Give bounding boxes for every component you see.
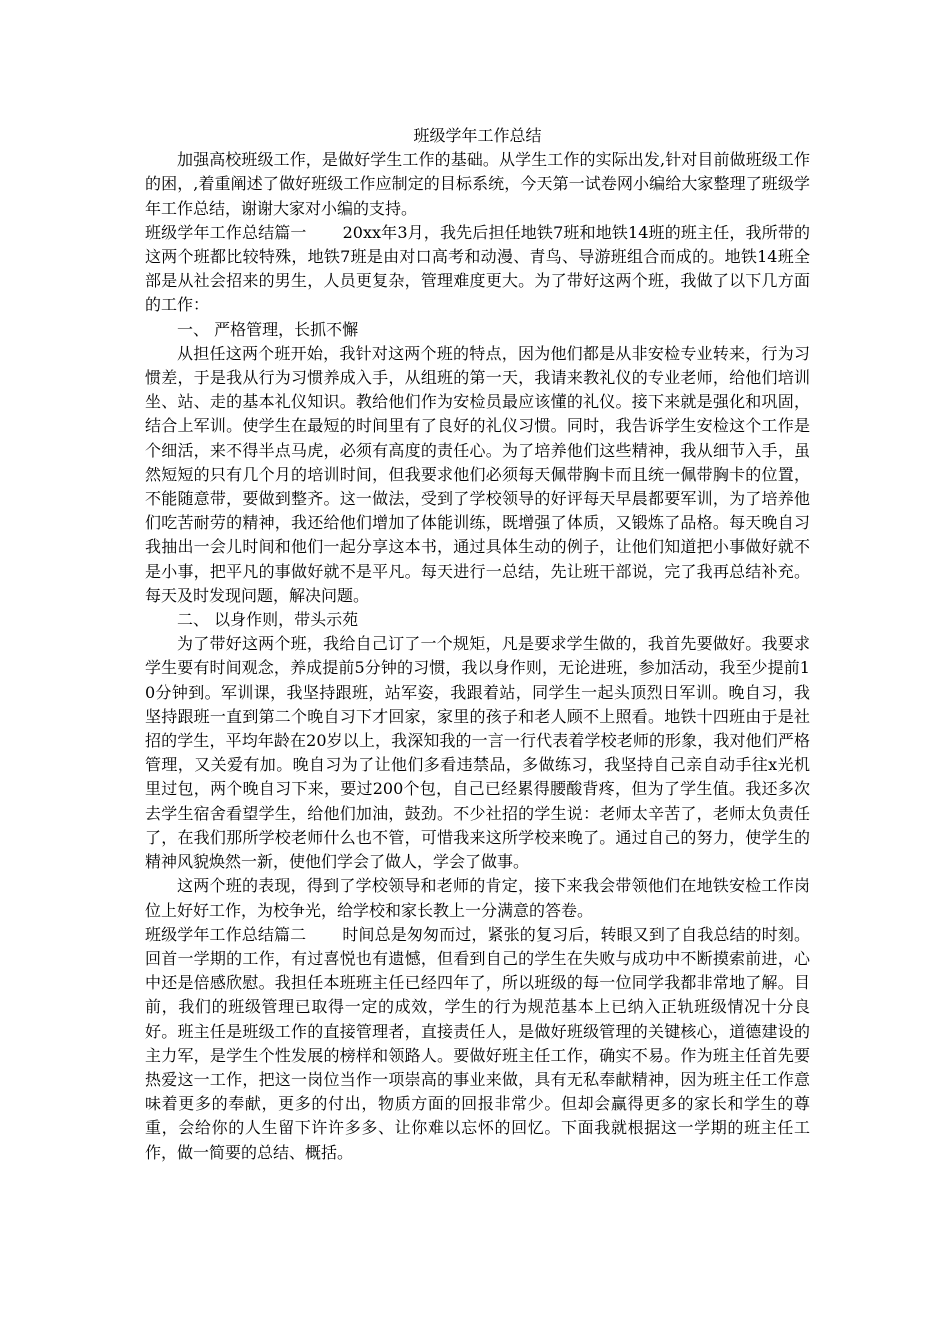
part2-label: 班级学年工作总结篇二 [145,924,307,944]
intro-paragraph: 加强高校班级工作，是做好学生工作的基础。从学生工作的实际出发,针对目前做班级工作的困，,着重阐述了做好班级工作应制定的目标系统，今天第一试卷网小编给大家整理了班级学年工作总结，谢谢大家对小编的支持。 [145,150,810,218]
part1-paragraph [145,221,810,318]
document-title: 班级学年工作总结 [413,126,542,145]
part2-paragraph [145,923,810,1165]
document-page [145,124,810,1165]
section1-title: 一、 严格管理，长抓不懈 [177,319,359,339]
part1-label: 班级学年工作总结篇一 [145,222,307,242]
section1-body: 从担任这两个班开始，我针对这两个班的特点，因为他们都是从非安检专业转来，行为习惯差，于是我从行为习惯养成入手，从组班的第一天，我请来教礼仪的专业老师，给他们培训坐、站、走的基本礼仪知识。教给他们作为安检员最应该懂的礼仪。接下来就是强化和巩固，结合上军训。使学生在最短的时间里有了良好的礼仪习惯。同时，我告诉学生安检这个工作是个细活，来不得半点马虎，必须有高度的责任心。为了培养他们这些精神，我从细节入手，虽然短短的只有几个月的培训时间，但我要求他们必须每天佩带胸卡而且统一佩带胸卡的位置，不能随意带，要做到整齐。这一做法，受到了学校领导的好评每天早晨都要军训，为了培养他们吃苦耐劳的精神，我还给他们增加了体能训练，既增强了体质，又锻炼了品格。每天晚自习我抽出一会儿时间和他们一起分享这本书，通过具体生动的例子，让他们知道把小事做好就不是小事，把平凡的事做好就不是平凡。每天进行一总结，先让班干部说，完了我再总结补充。每天及时发现问题，解决问题。 [145,343,810,605]
section2-body: 为了带好这两个班，我给自己订了一个规矩，凡是要求学生做的，我首先要做好。我要求学生要有时间观念，养成提前5分钟的习惯，我以身作则，无论进班，参加活动，我至少提前10分钟到。军训课，我坚持跟班，站军姿，我跟着站，同学生一起头顶烈日军训。晚自习，我坚持跟班一直到第二个晚自习下才回家，家里的孩子和老人顾不上照看。地铁十四班由于是社招的学生，平均年龄在20岁以上，我深知我的一言一行代表着学校老师的形象，我对他们严格管理，又关爱有加。晚自习为了让他们多看违禁品，多做练习，我坚持自己亲自动手往x光机里过包，两个晚自习下来，要过200个包，自己已经累得腰酸背疼，但为了学生值。我还多次去学生宿舍看望学生，给他们加油，鼓劲。不少社招的学生说：老师太辛苦了，老师太负责任了，在我们那所学校老师什么也不管，可惜我来这所学校来晚了。通过自己的努力，使学生的精神风貌焕然一新，使他们学会了做人，学会了做事。 [145,634,810,872]
section2-title: 二、 以身作则，带头示苑 [177,610,359,630]
part1-opening: 20xx年3月，我先后担任地铁7班和地铁14班的班主任，我所带的这两个班都比较特殊，地铁7班是由对口高考和动漫、青鸟、导游班组合而成的。地铁14班全部是从社会招来的男生，人员更复杂，管理难度更大。为了带好这两个班，我做了以下几方面的工作： [145,222,810,315]
part1-closing: 这两个班的表现，得到了学校领导和老师的肯定，接下来我会带领他们在地铁安检工作岗位上好好工作，为校争光，给学校和家长教上一分满意的答卷。 [145,876,810,920]
part2-body: 时间总是匆匆而过，紧张的复习后，转眼又到了自我总结的时刻。回首一学期的工作，有过喜悦也有遗憾，但看到自己的学生在失败与成功中不断摸索前进，心中还是倍感欣慰。我担任本班班主任已经四年了，所以班级的每一位同学我都非常地了解。目前，我们的班级管理已取得一定的成效，学生的行为规范基本上已纳入正轨班级情况十分良好。班主任是班级工作的直接管理者，直接责任人，是做好班级管理的关键核心，道德建设的主力军，是学生个性发展的榜样和领路人。要做好班主任工作，确实不易。作为班主任首先要热爱这一工作，把这一岗位当作一项崇高的事业来做，具有无私奉献精神，因为班主任工作意味着更多的奉献，更多的付出，物质方面的回报非常少。但却会赢得更多的家长和学生的尊重，会给你的人生留下许许多多、让你难以忘怀的回忆。下面我就根据这一学期的班主任工作，做一简要的总结、概括。 [145,924,810,1162]
